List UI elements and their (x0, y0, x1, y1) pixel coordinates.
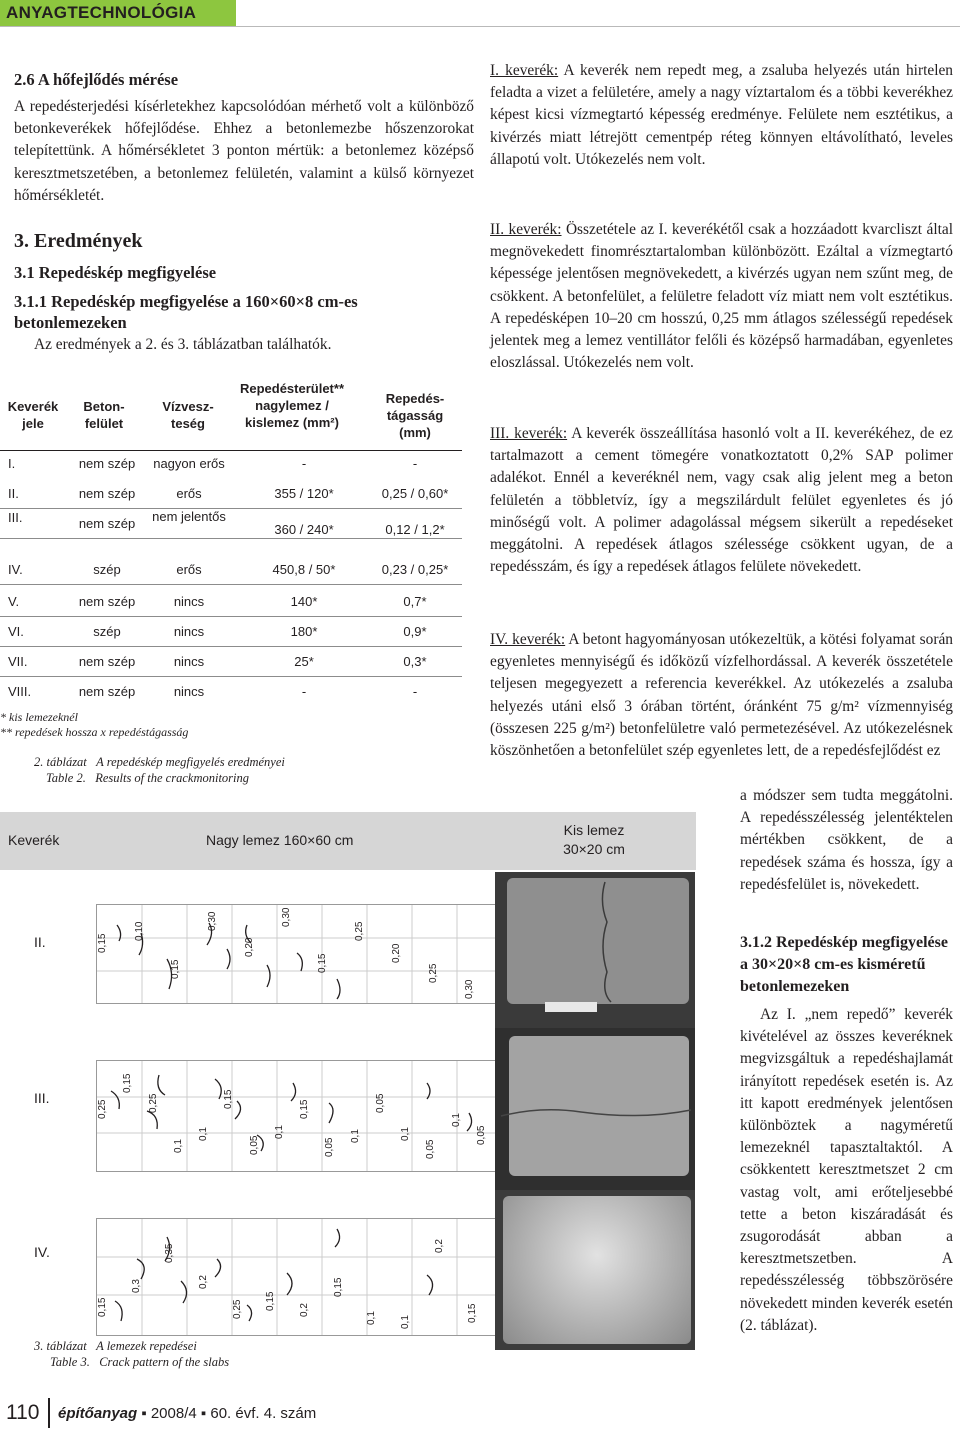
crack-width-label: 0,1 (450, 1113, 462, 1127)
crack-width-label: 0,10 (133, 921, 145, 941)
table-3-col-mix: Keverék (8, 832, 60, 848)
mix-i-label: I. keverék: (490, 62, 559, 79)
table-cell: 355 / 120* (274, 486, 334, 501)
paragraph-2-6: A repedésterjedési kísérletekhez kapcsolódóan mérhető volt a különböző betonkeverékek hőfejlődése. Ehhez a betonlemezbe hőszenzorokat telepítettünk. A hőmérsékletet 3 ponton mértük: a betonlemez középső keresztmetszetében, a betonlemez felületén, valamint a külső környezet hőmérsékletét. (14, 98, 474, 204)
table-cell: II. (8, 486, 19, 501)
crack-width-label: 0,30 (207, 911, 219, 931)
crack-width-label: 0,25 (97, 1099, 108, 1119)
table-cell: I. (8, 456, 16, 471)
table-cell: IV. (8, 562, 23, 577)
table-cell: 0,9* (403, 624, 427, 639)
paragraph-3-1-1: Az eredmények a 2. és 3. táblázatban találhatók. (34, 336, 332, 353)
crack-width-label: 0,20 (243, 937, 255, 957)
crack-width-label: 0,1 (198, 1127, 209, 1141)
crack-width-label: 0,05 (425, 1139, 437, 1159)
paragraph-mix-iv-cont: a módszer sem tudta meggátolni. A repedésszélesség jelentéktelen mértékben csökkent, de a repedések száma és hossza, így a repedésfelület is, növekedett. (740, 787, 953, 893)
table-cell: nem szép (78, 654, 136, 669)
footer-divider (48, 1398, 50, 1428)
crack-width-label: 0,20 (390, 943, 402, 963)
crack-width-label: 0,15 (97, 1297, 108, 1317)
section-title: ANYAGTECHNOLÓGIA (6, 3, 197, 22)
table-cell: 25* (294, 654, 314, 669)
crack-width-label: 0,25 (231, 1299, 243, 1319)
table-cell: VII. (8, 654, 28, 669)
crack-width-label: 0,25 (354, 921, 366, 941)
table-cell: nincs (173, 594, 205, 609)
table-cell: nem szép (78, 456, 136, 471)
caption-num-hu: 2. táblázat (34, 755, 87, 769)
crack-width-label: 0,30 (464, 979, 476, 999)
table-cell: - (412, 456, 418, 471)
crack-map-iv (96, 1218, 506, 1336)
paragraph-mix-iii (490, 423, 953, 578)
table-cell: szép (93, 624, 121, 639)
t3-caption-num-hu: 3. táblázat (34, 1339, 87, 1353)
crack-width-label: 0,25 (147, 1093, 159, 1113)
caption-en: Results of the crackmonitoring (95, 771, 249, 785)
table-3-col-small: Kis lemez 30×20 cm (563, 822, 625, 857)
mix-ii-text: Összetétele az I. keverékétől csak a hozzáadott kvarcliszt által megnövekedett finomrésztartalomban különbözött. Ezáltal a vízmegtartó képessége jelentősen megnövekedett, a kivérzés ugyan nem szűnt meg, de csökkent. A betonfelület, a felületre feladott víz miatt nem volt esztétikus. A repedésképen 10–20 cm hosszú, 0,25 mm átlagos szélességű repedések jelentek meg a lemez ventillátor felőli és középső harmadában, egyenletes eloszlással. Utókezelés nem volt. (490, 221, 953, 372)
table-header-mix: Keverék jele (7, 399, 59, 431)
table-cell: nem szép (78, 486, 136, 501)
table-cell: nem szép (78, 594, 136, 609)
crack-width-label: 0,15 (332, 1277, 344, 1297)
page-number: 110 (6, 1401, 40, 1424)
table-cell: erős (176, 486, 202, 501)
mix-iii-label: III. keverék: (490, 425, 568, 442)
t3-caption-en: Crack pattern of the slabs (99, 1355, 230, 1369)
mix-iv-text-a: A betont hagyományosan utókezeltük, a kötési folyamat során egyenletes mennyiségű és időközű vízfelhordással. A keverék összetétele teljesen megegyezett a referencia keverékkel. Az utókezelés a zsaluba helyezés utáni első 3 órában történt, óránként 75 g/m² vízmennyiség (összesen 225 g/m²) betonfelületre való permetezésével. Az utókezelésnek köszönhetően a betonfelület szép egyenletes lett, de a repedésfejlődést ez (490, 631, 953, 760)
table-cell: erős (176, 562, 202, 577)
heading-3-1-2: 3.1.2 Repedéskép megfigyelése a 30×20×8 cm-es kisméretű betonlemezeken (740, 934, 948, 995)
journal-issue: ▪ 2008/4 ▪ 60. évf. 4. szám (141, 1405, 317, 1422)
crack-width-label: 0,15 (265, 1291, 277, 1311)
photo-slab-iv (495, 1190, 695, 1350)
crack-width-label: 0,05 (248, 1135, 260, 1155)
crack-width-label: 0,15 (299, 1099, 310, 1119)
row-label-iv: IV. (34, 1244, 50, 1260)
table-cell: III. (8, 510, 23, 525)
table-header-waterloss: Vízvesz-teség (162, 399, 214, 431)
crack-map-ii (96, 904, 506, 1004)
t3-caption-hu: A lemezek repedései (96, 1339, 197, 1353)
table-row-rule (0, 646, 462, 647)
header-divider (0, 26, 960, 27)
crack-width-label: 0,05 (374, 1093, 386, 1113)
table-cell: 0,12 / 1,2* (385, 522, 445, 537)
crack-width-label: 0,15 (170, 959, 182, 979)
table-cell: 140* (290, 594, 318, 609)
table-cell: - (301, 684, 307, 699)
paragraph-mix-i (490, 60, 953, 171)
mix-iii-text: A keverék összeállítása hasonló volt a II. keverékéhez, de ez tartalmazott a cement tömegére vonatkoztatott 0,2% SAP polimer adalékot. Ennél a keveréknél nem, vagy csak alig jelent meg a beton felületén a többletvíz, így a megszilárdult felület egyenletes és jó minőségű volt. A polimer adagolással mégsem sikerült a repedéseket meggátolni. A repedések átlagos szélessége csökkent ugyan, de a repedésszám, és így a repedések átlagos felülete növekedett. (490, 425, 953, 576)
paragraph-3-1-2: Az I. „nem repedő” keverék kivételével az összes keveréknek megvizsgáltuk a repedéshajlamát irányított repedések esetén is. Az itt kapott eredmények jelentősen különböztek a nagyméretű lemezeknél tapasztaltaktól. A csökkentett keresztmetszet 2 cm vastag volt, ami erőteljesebbé tette a beton kiszáradását és zsugorodását abban a keresztmetszetben. A repedésszélesség többszörösére növekedett minden keverék esetén (2. táblázat). (740, 1006, 953, 1334)
heading-2-6: 2.6 A hőfejlődés mérése (14, 70, 179, 89)
crack-width-label: 0,05 (324, 1137, 336, 1157)
mix-ii-label: II. keverék: (490, 221, 562, 238)
table-3 (0, 812, 700, 1372)
table-header-crack-area: Repedésterület** nagylemez / kislemez (mm²) (239, 381, 345, 430)
table-3-col-large: Nagy lemez 160×60 cm (206, 832, 354, 848)
crack-width-label: 0,1 (400, 1127, 411, 1141)
table-cell: 0,3* (403, 654, 427, 669)
photo-slab-ii (495, 872, 695, 1028)
table-row-rule (0, 584, 462, 585)
table-cell: nem jelentős (152, 509, 226, 524)
footer-journal (58, 1405, 316, 1422)
table-cell: - (412, 684, 418, 699)
row-label-ii: II. (34, 934, 46, 950)
crack-width-label: 0,1 (366, 1311, 378, 1325)
footnote-2: ** repedések hossza x repedéstágasság (0, 725, 189, 739)
table-header-rule (0, 450, 462, 451)
crack-width-label: 0,1 (400, 1315, 411, 1329)
table-2 (0, 372, 466, 702)
crack-width-label: 0,15 (97, 933, 108, 953)
crack-width-label: 0,2 (433, 1239, 445, 1253)
table-cell: 450,8 / 50* (272, 562, 336, 577)
table-cell: nem szép (78, 684, 136, 699)
table-cell: VI. (8, 624, 24, 639)
paragraph-mix-ii (490, 219, 953, 374)
row-label-iii: III. (34, 1090, 50, 1106)
table-cell: VIII. (8, 684, 32, 699)
table-cell: - (301, 456, 307, 471)
table-cell: 0,7* (403, 594, 427, 609)
crack-width-label: 0,15 (223, 1089, 235, 1109)
table-cell: nincs (173, 624, 205, 639)
table-row-rule (0, 508, 462, 509)
journal-name: építőanyag (58, 1405, 138, 1422)
table-cell: szép (93, 562, 121, 577)
crack-width-label: 0,15 (122, 1073, 134, 1093)
mix-iv-label: IV. keverék: (490, 631, 566, 648)
caption-hu: A repedéskép megfigyelés eredményei (96, 755, 285, 769)
crack-width-label: 0,15 (467, 1303, 479, 1323)
table-2-footnotes (0, 710, 188, 740)
table-row-rule (0, 616, 462, 617)
table-cell: nagyon erős (153, 456, 225, 471)
caption-num-en: Table 2. (46, 771, 86, 785)
table-row-rule (0, 538, 462, 539)
table-header-crack-width: Repedés-tágasság (mm) (385, 391, 445, 440)
crack-width-label: 0,2 (299, 1303, 310, 1317)
crack-width-label: 0,15 (317, 953, 329, 973)
t3-caption-num-en: Table 3. (50, 1355, 90, 1369)
table-cell: nem szép (78, 516, 136, 531)
footnote-1: * kis lemezeknél (0, 710, 78, 724)
crack-width-label: 0,30 (280, 907, 292, 927)
crack-width-label: 0,1 (349, 1129, 361, 1143)
crack-map-iv-drawing (97, 1219, 505, 1335)
table-cell: 0,25 / 0,60* (381, 486, 449, 501)
mix-i-text: A keverék nem repedt meg, a zsaluba helyezés után hirtelen feladta a vizet a felületére, amely a nagy víztartalom és a többi keverékhez képest kicsi vízmegtartó képesség eredménye. Felülete nem esztétikus, a kivérzés miatt létrejött cementpép réteg könnyen eltávolítható, leveles állapotú volt. Utókezelés nem volt. (490, 62, 953, 168)
table-3-caption (34, 1338, 229, 1370)
table-row-rule (0, 676, 462, 677)
table-2-caption (34, 754, 285, 786)
crack-width-label: 0,3 (130, 1279, 142, 1293)
table-cell: 180* (290, 624, 318, 639)
table-header-surface: Beton-felület (83, 399, 125, 431)
table-cell: nincs (173, 684, 205, 699)
crack-width-label: 0,05 (475, 1125, 487, 1145)
crack-map-ii-drawing (97, 905, 505, 1003)
table-cell: nincs (173, 654, 205, 669)
heading-3-1: 3.1 Repedéskép megfigyelése (14, 263, 217, 282)
crack-width-label: 0,35 (164, 1243, 176, 1263)
heading-3: 3. Eredmények (14, 230, 143, 252)
photo-slab-iii (495, 1028, 695, 1190)
crack-width-label: 0,2 (198, 1275, 209, 1289)
crack-width-label: 0,25 (427, 963, 439, 983)
table-cell: 360 / 240* (274, 522, 334, 537)
paragraph-mix-iv (490, 629, 953, 762)
heading-3-1-1: 3.1.1 Repedéskép megfigyelése a 160×60×8 cm-es betonlemezeken (14, 292, 358, 332)
table-cell: 0,23 / 0,25* (381, 562, 449, 577)
table-cell: V. (8, 594, 20, 609)
section-header (0, 0, 236, 26)
crack-width-label: 0,1 (273, 1125, 285, 1139)
crack-width-label: 0,1 (172, 1139, 184, 1153)
